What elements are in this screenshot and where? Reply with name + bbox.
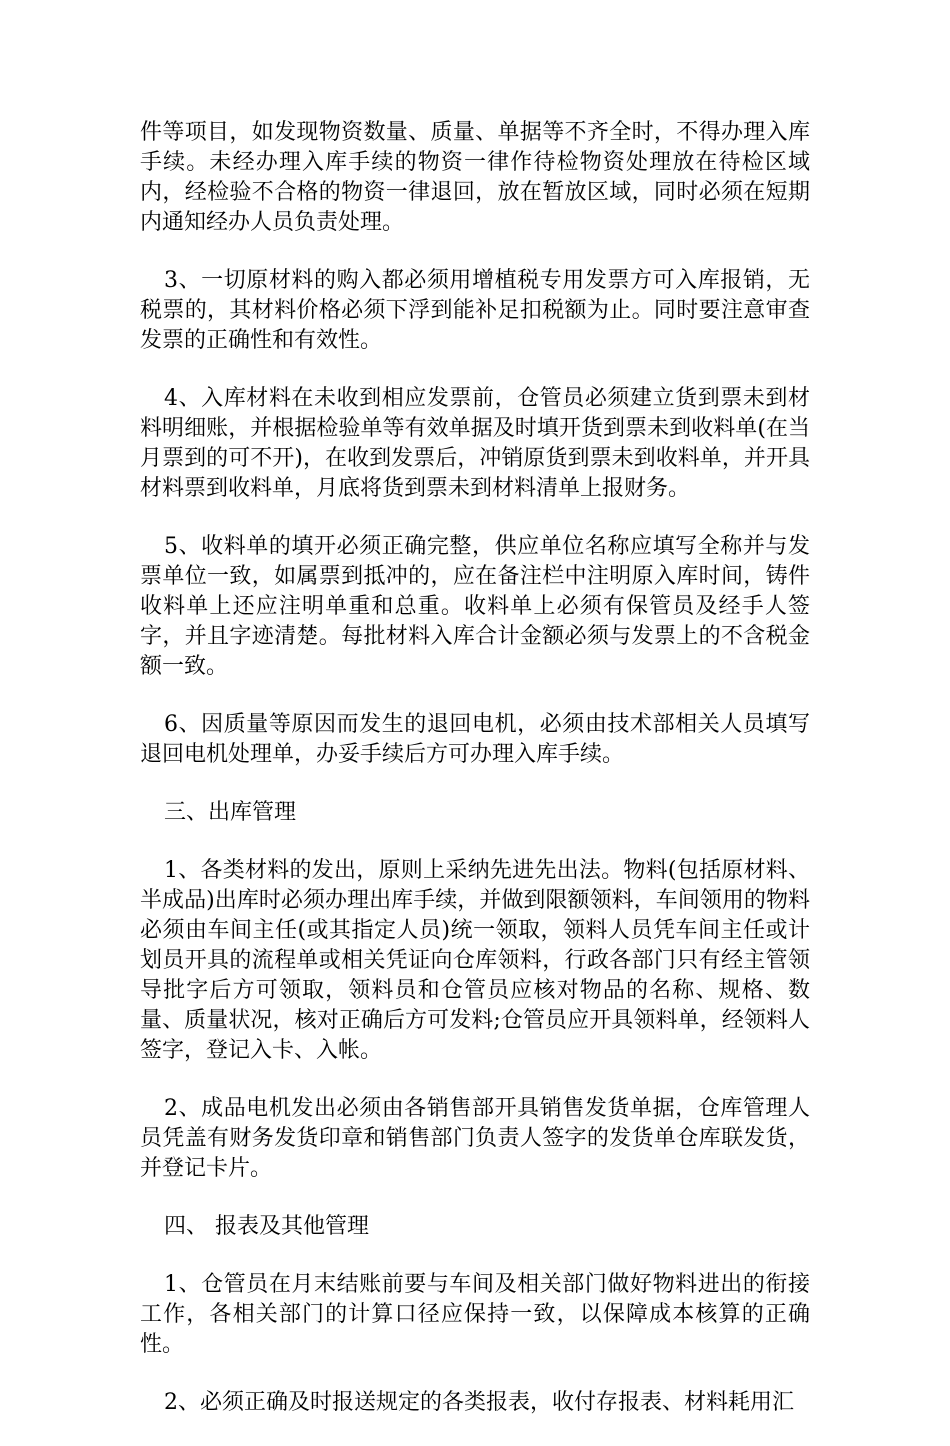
paragraph-item-6-returns: 6、因质量等原因而发生的退回电机，必须由技术部相关人员填写退回电机处理单，办妥手续后方可办理入库手续。: [140, 712, 810, 767]
paragraph-reports-item-2: 2、必须正确及时报送规定的各类报表，收付存报表、材料耗用汇: [164, 1390, 794, 1415]
section-heading-reports: 四、 报表及其他管理: [164, 1214, 369, 1239]
document-body: [140, 118, 810, 1446]
paragraph-continuation: 件等项目，如发现物资数量、质量、单据等不齐全时，不得办理入库手续。未经办理入库手续的物资一律作待检物资处理放在待检区域内，经检验不合格的物资一律退回，放在暂放区域，同时必须在短期内通知经办人员负责处理。: [140, 120, 810, 235]
paragraph-outbound-item-2: 2、成品电机发出必须由各销售部开具销售发货单据，仓库管理人员凭盖有财务发货印章和销售部门负责人签字的发货单仓库联发货，并登记卡片。: [140, 1096, 810, 1181]
section-heading-outbound: 三、出库管理: [164, 800, 297, 825]
paragraph-outbound-item-1: 1、各类材料的发出，原则上采纳先进先出法。物料(包括原材料、半成品)出库时必须办理出库手续，并做到限额领料，车间领用的物料必须由车间主任(或其指定人员)统一领取，领料人员凭车间主任或计划员开具的流程单或相关凭证向仓库领料，行政各部门只有经主管领导批字后方可领取，领料员和仓管员应核对物品的名称、规格、数量、质量状况，核对正确后方可发料;仓管员应开具领料单，经领料人签字，登记入卡、入帐。: [140, 858, 810, 1063]
paragraph-item-3-invoice: 3、一切原材料的购入都必须用增植税专用发票方可入库报销，无税票的，其材料价格必须下浮到能补足扣税额为止。同时要注意审查发票的正确性和有效性。: [140, 268, 810, 353]
paragraph-item-4-pending-invoice: 4、入库材料在未收到相应发票前，仓管员必须建立货到票未到材料明细账，并根据检验单等有效单据及时填开货到票未到收料单(在当月票到的可不开)，在收到发票后，冲销原货到票未到收料单，并开具材料票到收料单，月底将货到票未到材料清单上报财务。: [140, 386, 810, 501]
paragraph-item-5-receipt-form: 5、收料单的填开必须正确完整，供应单位名称应填写全称并与发票单位一致，如属票到抵冲的，应在备注栏中注明原入库时间，铸件收料单上还应注明单重和总重。收料单上必须有保管员及经手人签字，并且字迹清楚。每批材料入库合计金额必须与发票上的不含税金额一致。: [140, 534, 810, 679]
paragraph-reports-item-1: 1、仓管员在月末结账前要与车间及相关部门做好物料进出的衔接工作，各相关部门的计算口径应保持一致，以保障成本核算的正确性。: [140, 1272, 810, 1357]
